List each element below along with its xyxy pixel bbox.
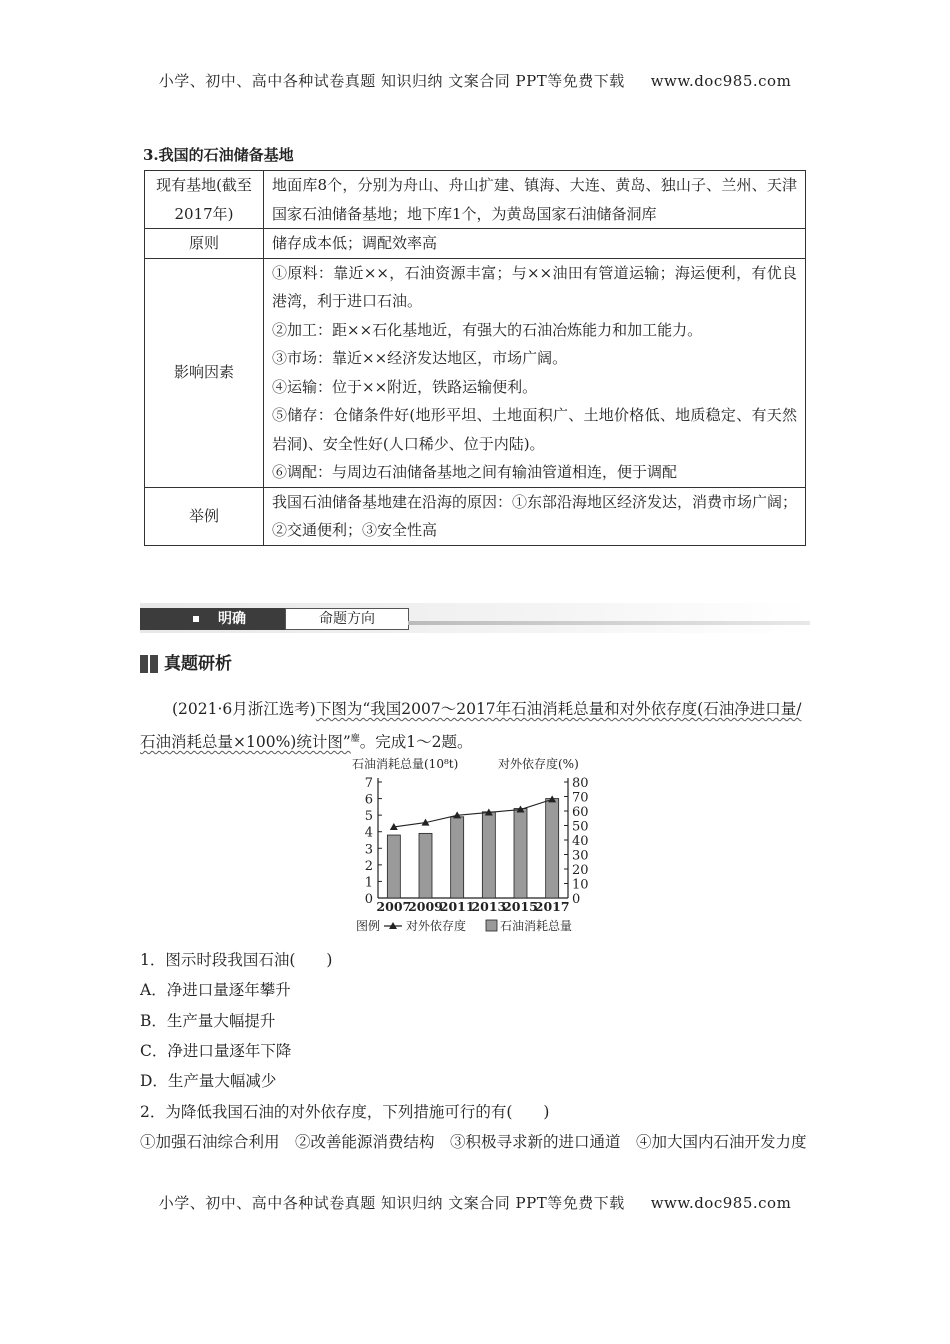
factor-line: ①原料：靠近××，石油资源丰富；与××油田有管道运输；海运便利，有优良港湾，利于进口石油。 xyxy=(272,263,797,310)
right-tick-label: 60 xyxy=(572,805,589,820)
x-tick-label: 2009 xyxy=(408,899,443,914)
factor-line: ⑤储存：仓储条件好(地形平坦、土地面积广、土地价格低、地质稳定、有天然岩洞)、安全性好(人口稀少、位于内陆)。 xyxy=(272,406,797,453)
left-tick-label: 1 xyxy=(364,875,373,891)
left-tick-label: 0 xyxy=(364,892,373,907)
page-header xyxy=(0,70,950,91)
q1-option-d[interactable]: D．生产量大幅减少 xyxy=(140,1072,277,1090)
right-tick-label: 40 xyxy=(572,834,589,849)
table-row xyxy=(145,171,806,229)
table-row xyxy=(145,258,806,487)
double-bar-icon xyxy=(140,655,160,673)
zhenti-title: 真题研析 xyxy=(164,654,232,674)
bar-consumption xyxy=(451,817,464,898)
line-dependence xyxy=(394,799,552,827)
factor-line: ②加工：距××石化基地近，有强大的石油冶炼能力和加工能力。 xyxy=(272,320,703,339)
chart-title-left: 石油消耗总量(10⁸t) xyxy=(352,757,459,771)
q1-option-c[interactable]: C．净进口量逐年下降 xyxy=(140,1042,292,1060)
banner-light-label: 命题方向 xyxy=(285,608,409,630)
bar-consumption xyxy=(546,799,559,898)
x-tick-label: 2017 xyxy=(534,899,570,914)
row-key-existing: 现有基地(截至2017年) xyxy=(145,171,264,229)
row-key-principle: 原则 xyxy=(145,229,264,259)
row-value-factors xyxy=(264,258,806,487)
header-url[interactable]: www.doc985.com xyxy=(650,72,792,90)
intro-underlined: 下图为“我国2007～2017年石油消耗总量和对外依存度(石油净进口量/石油消耗总量×100%)统计图” xyxy=(140,700,802,752)
bar-consumption xyxy=(514,809,527,898)
row-value-existing: 地面库8个，分别为舟山、舟山扩建、镇海、大连、黄岛、独山子、兰州、天津国家石油储备基地；地下库1个，为黄岛国家石油储备洞库 xyxy=(264,171,806,229)
x-tick-label: 2007 xyxy=(376,899,412,914)
right-tick-label: 70 xyxy=(572,790,589,806)
left-tick-label: 6 xyxy=(364,792,373,808)
x-tick-label: 2015 xyxy=(503,899,538,914)
legend-line-icon xyxy=(384,922,402,929)
banner-dark-label: 明确 xyxy=(218,611,246,627)
legend-bar-swatch xyxy=(486,920,497,931)
intro-suffix: 。完成1～2题。 xyxy=(359,733,473,752)
reserve-base-table xyxy=(144,170,806,546)
left-tick-label: 3 xyxy=(364,842,373,858)
legend-prefix: 图例 xyxy=(356,919,381,933)
q2-choices: ①加强石油综合利用 ②改善能源消费结构 ③积极寻求新的进口通道 ④加大国内石油开发力度 xyxy=(140,1133,807,1151)
bar-consumption xyxy=(482,812,495,898)
x-tick-label: 2011 xyxy=(439,899,475,914)
intro-mark: 鏖 xyxy=(350,734,360,744)
q1-option-b[interactable]: B．生产量大幅提升 xyxy=(140,1012,276,1030)
section-banner xyxy=(140,603,810,633)
legend-bar-label: 石油消耗总量 xyxy=(500,919,573,933)
bar-consumption xyxy=(387,835,400,898)
banner-dark-tab xyxy=(140,608,285,630)
row-key-factors: 影响因素 xyxy=(145,258,264,487)
bar-consumption xyxy=(419,833,432,898)
factor-line: ⑥调配：与周边石油储备基地之间有输油管道相连，便于调配 xyxy=(272,463,678,481)
left-tick-label: 7 xyxy=(364,776,373,791)
footer-url[interactable]: www.doc985.com xyxy=(650,1194,792,1212)
left-tick-label: 5 xyxy=(364,809,373,825)
right-tick-label: 30 xyxy=(572,848,589,864)
factor-line: ④运输：位于××附近，铁路运输便利。 xyxy=(272,377,538,396)
table-row xyxy=(145,487,806,545)
row-value-principle: 储存成本低；调配效率高 xyxy=(264,229,806,259)
right-tick-label: 80 xyxy=(572,776,589,791)
oil-chart xyxy=(350,756,600,936)
row-key-example: 举例 xyxy=(145,487,264,545)
right-tick-label: 10 xyxy=(572,877,589,893)
header-text: 小学、初中、高中各种试卷真题 知识归纳 文案合同 PPT等免费下载 xyxy=(158,72,625,90)
square-icon xyxy=(193,616,199,622)
footer-text: 小学、初中、高中各种试卷真题 知识归纳 文案合同 PPT等免费下载 xyxy=(158,1194,625,1212)
chart-title-right: 对外依存度(%) xyxy=(498,757,579,771)
right-tick-label: 20 xyxy=(572,863,589,878)
right-tick-label: 0 xyxy=(572,892,581,907)
factor-line: ③市场：靠近××经济发达地区，市场广阔。 xyxy=(272,349,568,367)
legend-line-label: 对外依存度 xyxy=(406,919,467,933)
row-value-example: 我国石油储备基地建在沿海的原因：①东部沿海地区经济发达，消费市场广阔；②交通便利；③安全性高 xyxy=(264,487,806,545)
page-footer xyxy=(0,1192,950,1213)
question-intro xyxy=(140,694,812,757)
q1-option-a[interactable]: A．净进口量逐年攀升 xyxy=(140,981,291,999)
left-tick-label: 2 xyxy=(364,858,373,874)
q2-stem: 2．为降低我国石油的对外依存度，下列措施可行的有( ) xyxy=(140,1103,550,1121)
right-tick-label: 50 xyxy=(572,819,589,835)
intro-prefix: (2021·6月浙江选考) xyxy=(172,700,316,718)
section-title: 3.我国的石油储备基地 xyxy=(143,146,294,164)
table-row xyxy=(145,229,806,259)
x-tick-label: 2013 xyxy=(471,899,507,914)
banner-rule xyxy=(408,621,810,625)
left-tick-label: 4 xyxy=(364,825,373,841)
q1-stem: 1．图示时段我国石油( ) xyxy=(140,951,333,969)
